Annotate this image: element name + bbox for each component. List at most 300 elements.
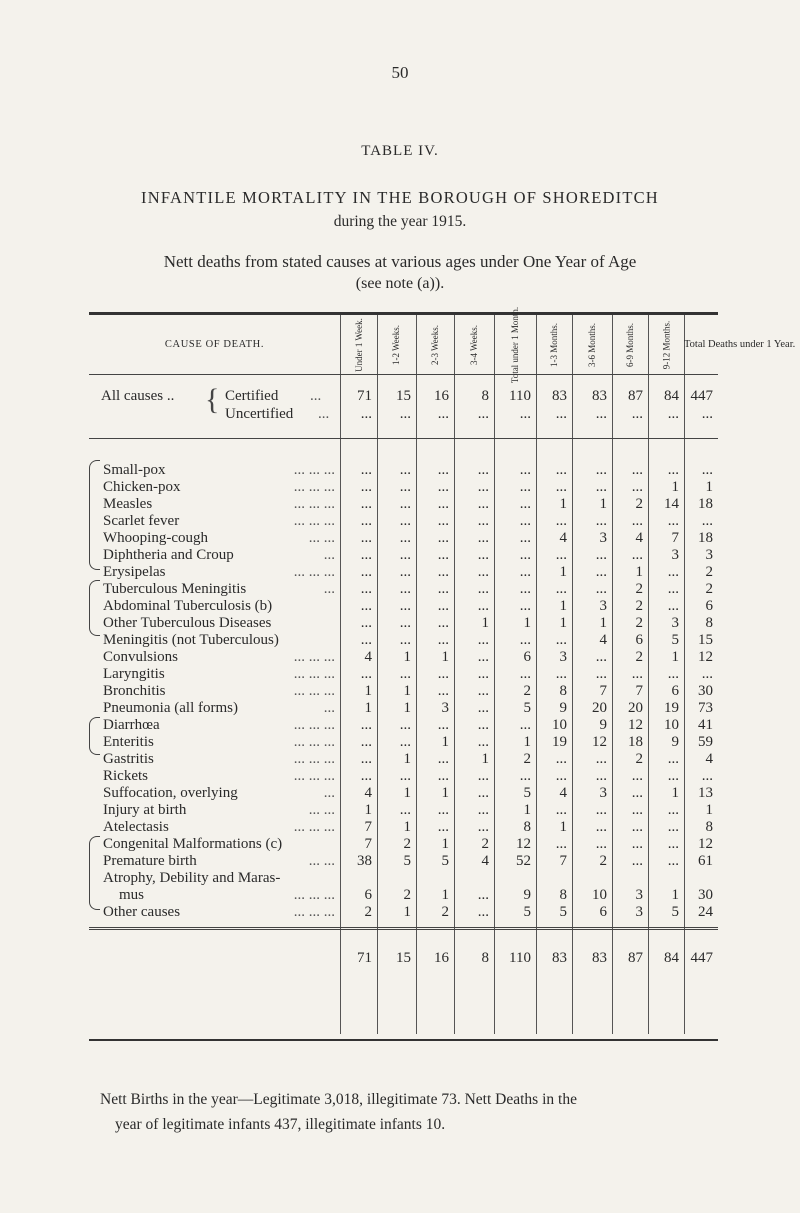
cell-c10: 3 [705, 547, 713, 563]
cell-c1: 71 [357, 388, 372, 404]
cell-c7: 20 [592, 700, 607, 716]
row-label: Tuberculous Meningitis [103, 581, 247, 597]
cell-c7: ... [595, 581, 607, 597]
leader-dots: ... ... ... [293, 734, 335, 750]
all-causes-row-label: Certified [225, 388, 279, 404]
cell-c6: ... [555, 547, 567, 563]
cell-c8: 2 [635, 598, 643, 614]
cell-c10: 12 [698, 836, 713, 852]
body-rule [89, 927, 718, 928]
leader-dots: ... ... ... [293, 479, 335, 495]
row-label: Other causes [103, 904, 181, 920]
cell-c6: 9 [559, 700, 567, 716]
cell-c6: ... [555, 802, 567, 818]
cell-c3: 1 [441, 887, 449, 903]
footer-line-1: Nett Births in the year—Legitimate 3,018, illegitimate 73. Nett Deaths in the [100, 1091, 577, 1108]
cell-c6: ... [555, 581, 567, 597]
header-text: 1-2 Weeks. [391, 324, 402, 366]
table-row [0, 649, 800, 666]
cell-c4: ... [477, 904, 489, 920]
cell-c9: 3 [671, 615, 679, 631]
row-label: Diphtheria and Croup [103, 547, 234, 563]
table-row [0, 564, 800, 581]
header-cause: CAUSE OF DEATH. [164, 339, 265, 350]
cell-c9: 1 [671, 887, 679, 903]
row-label: Rickets [103, 768, 148, 784]
brace-all-causes: { [205, 383, 220, 416]
cell-c3: ... [437, 683, 449, 699]
row-label: Convulsions [103, 649, 179, 665]
cell-c10: 12 [698, 649, 713, 665]
cell-c6: 1 [559, 496, 567, 512]
cell-c1: 71 [357, 950, 372, 966]
table-label: TABLE IV. [361, 143, 439, 159]
cell-c8: ... [631, 768, 643, 784]
page-number: 50 [391, 63, 409, 82]
cell-c3: 5 [441, 853, 449, 869]
cell-c8: ... [631, 406, 643, 422]
cell-c7: ... [595, 666, 607, 682]
table-row [0, 496, 800, 513]
brace-infectious [89, 460, 100, 570]
cell-c8: 87 [628, 388, 643, 404]
table-row [0, 547, 800, 564]
cell-c1: 1 [364, 700, 372, 716]
cell-c7: 83 [592, 388, 607, 404]
cell-c3: ... [437, 717, 449, 733]
cell-c9: ... [667, 819, 679, 835]
row-label: Whooping-cough [103, 530, 208, 546]
header-c6 [536, 318, 572, 372]
cell-c1: ... [360, 496, 372, 512]
cell-c9: 5 [671, 904, 679, 920]
cell-c9: 14 [664, 496, 679, 512]
table-row [0, 683, 800, 700]
cell-c10: ... [701, 406, 713, 422]
cell-c3: ... [437, 581, 449, 597]
cell-c7: 3 [599, 785, 607, 801]
cell-c2: ... [399, 734, 411, 750]
cell-c8: ... [631, 479, 643, 495]
cell-c7: 1 [599, 496, 607, 512]
cell-c4: ... [477, 496, 489, 512]
table-row [0, 768, 800, 785]
cell-c1: ... [360, 581, 372, 597]
cell-c1: 7 [364, 819, 372, 835]
cell-c1: 2 [364, 904, 372, 920]
cell-c2: 1 [403, 751, 411, 767]
cell-c7: 3 [599, 598, 607, 614]
cell-c4: ... [477, 513, 489, 529]
cell-c5: 1 [523, 802, 531, 818]
cell-c10: 61 [698, 853, 713, 869]
cell-c4: ... [477, 700, 489, 716]
cell-c2: ... [399, 564, 411, 580]
leader-dots: ... [323, 581, 335, 597]
leader-dots: ... ... ... [293, 717, 335, 733]
row-label: Pneumonia (all forms) [103, 700, 238, 716]
cell-c5: ... [519, 666, 531, 682]
row-label: Suffocation, overlying [103, 785, 238, 801]
cell-c3: 16 [434, 950, 449, 966]
cell-c4: ... [477, 819, 489, 835]
cell-c2: 1 [403, 819, 411, 835]
header-text: 9-12 Months. [661, 320, 672, 370]
cell-c3: ... [437, 802, 449, 818]
cell-c1: 1 [364, 802, 372, 818]
cell-c1: ... [360, 479, 372, 495]
cell-c8: ... [631, 836, 643, 852]
cell-c1: ... [360, 734, 372, 750]
cell-c6: ... [555, 406, 567, 422]
cell-c5: ... [519, 717, 531, 733]
cell-c5: ... [519, 406, 531, 422]
row-label: Scarlet fever [103, 513, 180, 529]
cell-c4: ... [477, 598, 489, 614]
cell-c6: ... [555, 479, 567, 495]
cell-c7: 6 [599, 904, 607, 920]
all-causes-rule [89, 438, 718, 439]
leader-dots: ... ... ... [293, 496, 335, 512]
row-label: Erysipelas [103, 564, 166, 580]
cell-c5: 5 [523, 785, 531, 801]
row-label: Diarrhœa [103, 717, 160, 733]
table-row [0, 700, 800, 717]
cell-c5: ... [519, 598, 531, 614]
table-subheading: during the year 1915. [333, 213, 467, 230]
cell-c5: ... [519, 479, 531, 495]
cell-c6: 19 [552, 734, 567, 750]
cell-c1: ... [360, 666, 372, 682]
cell-c4: 8 [481, 388, 489, 404]
leader-dots: ... ... [308, 530, 335, 546]
cell-c10: 447 [690, 950, 713, 966]
table-row [0, 717, 800, 734]
cell-c8: 7 [635, 683, 643, 699]
cell-c2: ... [399, 717, 411, 733]
cell-c4: ... [477, 632, 489, 648]
cell-c6: ... [555, 513, 567, 529]
cell-c9: 5 [671, 632, 679, 648]
cell-c3: 1 [441, 836, 449, 852]
cell-c4: ... [477, 547, 489, 563]
cell-c3: 1 [441, 734, 449, 750]
cell-c2: 1 [403, 785, 411, 801]
leader-dots: ... ... ... [293, 462, 335, 478]
cell-c5: ... [519, 632, 531, 648]
cell-c7: ... [595, 547, 607, 563]
table-row [0, 513, 800, 530]
cell-c7: ... [595, 751, 607, 767]
header-c3 [416, 318, 454, 372]
cell-c2: 1 [403, 904, 411, 920]
cell-c10: 18 [698, 530, 713, 546]
row-label: mus [119, 887, 145, 903]
cell-c8: 3 [635, 904, 643, 920]
header-text: 3-4 Weeks. [469, 324, 480, 366]
cell-c5: 110 [509, 950, 531, 966]
all-causes-row-label: Uncertified [225, 406, 294, 422]
cell-c8: 3 [635, 887, 643, 903]
table-row [0, 615, 800, 632]
table-row [0, 530, 800, 547]
cell-c5: ... [519, 530, 531, 546]
leader-dots: ... ... ... [293, 666, 335, 682]
cell-c9: 84 [664, 388, 679, 404]
cell-c9: ... [667, 751, 679, 767]
leader-dots: ... ... ... [293, 904, 335, 920]
cell-c10: 13 [698, 785, 713, 801]
row-label: Premature birth [103, 853, 197, 869]
table-row [0, 666, 800, 683]
cell-c9: 1 [671, 785, 679, 801]
cell-c5: 9 [523, 887, 531, 903]
cell-c3: ... [437, 462, 449, 478]
cell-c10: 4 [705, 751, 713, 767]
brace-developmental [89, 836, 100, 910]
cell-c6: 1 [559, 598, 567, 614]
row-label: Atrophy, Debility and Maras- [103, 870, 281, 886]
cell-c6: ... [555, 666, 567, 682]
cell-c4: 8 [481, 950, 489, 966]
cell-c4: 1 [481, 615, 489, 631]
header-c1 [340, 318, 377, 372]
cell-c8: ... [631, 819, 643, 835]
cell-c1: 4 [364, 785, 372, 801]
cell-c10: 24 [698, 904, 713, 920]
table-row [0, 751, 800, 768]
leader-dots: ... ... ... [293, 649, 335, 665]
cell-c2: ... [399, 802, 411, 818]
all-causes-row [0, 406, 800, 423]
header-text: Under 1 Week. [353, 318, 364, 372]
header-c5 [494, 306, 536, 384]
cell-c7: ... [595, 819, 607, 835]
header-rule [89, 374, 718, 375]
cell-c1: ... [360, 513, 372, 529]
row-label: Enteritis [103, 734, 154, 750]
cell-c4: ... [477, 462, 489, 478]
cell-c5: 2 [523, 751, 531, 767]
table-heading: INFANTILE MORTALITY IN THE BOROUGH OF SHOREDITCH [141, 188, 659, 207]
leader-dots: ... ... ... [293, 683, 335, 699]
cell-c8: ... [631, 547, 643, 563]
cell-c1: ... [360, 530, 372, 546]
cell-c5: 12 [516, 836, 531, 852]
cell-c1: ... [360, 564, 372, 580]
leader-dots: ... ... ... [293, 513, 335, 529]
cell-c2: ... [399, 615, 411, 631]
header-c8 [612, 318, 648, 372]
cell-c6: 1 [559, 819, 567, 835]
cell-c2: 2 [403, 887, 411, 903]
all-causes-row [0, 388, 800, 405]
cell-c7: 83 [592, 950, 607, 966]
row-label: Gastritis [103, 751, 154, 767]
cell-c7: ... [595, 768, 607, 784]
cell-c10: 6 [705, 598, 713, 614]
cell-c8: ... [631, 462, 643, 478]
cell-c2: 15 [396, 950, 411, 966]
cell-c3: ... [437, 768, 449, 784]
cell-c1: 4 [364, 649, 372, 665]
cell-c8: ... [631, 802, 643, 818]
leader-dots: ... ... ... [293, 564, 335, 580]
cell-c7: 12 [592, 734, 607, 750]
cell-c5: ... [519, 496, 531, 512]
cell-c4: 2 [481, 836, 489, 852]
cell-c7: ... [595, 462, 607, 478]
cell-c4: ... [477, 717, 489, 733]
cell-c8: 2 [635, 496, 643, 512]
table-row [0, 853, 800, 870]
cell-c1: 6 [364, 887, 372, 903]
cell-c9: 1 [671, 479, 679, 495]
cell-c9: ... [667, 768, 679, 784]
cell-c10: 1 [705, 802, 713, 818]
row-label: Small-pox [103, 462, 166, 478]
cell-c1: ... [360, 615, 372, 631]
cell-c6: 83 [552, 950, 567, 966]
cell-c6: 8 [559, 683, 567, 699]
leader-dots: ... [323, 700, 335, 716]
table-row [0, 632, 800, 649]
cell-c3: ... [437, 547, 449, 563]
leader-dots: ... [310, 388, 322, 404]
table-row [0, 734, 800, 751]
header-text: 3-6 Months. [587, 322, 598, 368]
row-label: Congenital Malformations (c) [103, 836, 283, 852]
cell-c9: ... [667, 666, 679, 682]
cell-c3: 16 [434, 388, 449, 404]
cell-c1: ... [360, 768, 372, 784]
cell-c1: 1 [364, 683, 372, 699]
cell-c10: 30 [698, 683, 713, 699]
cell-c8: 2 [635, 649, 643, 665]
row-label: Laryngitis [103, 666, 165, 682]
cell-c10: ... [701, 462, 713, 478]
cell-c6: ... [555, 751, 567, 767]
leader-dots: ... ... ... [293, 751, 335, 767]
cell-c8: ... [631, 666, 643, 682]
cell-c7: ... [595, 836, 607, 852]
cell-c6: 10 [552, 717, 567, 733]
cell-c1: ... [360, 717, 372, 733]
cell-c7: 2 [599, 853, 607, 869]
leader-dots: ... [323, 785, 335, 801]
cell-c1: ... [360, 547, 372, 563]
cell-c9: 7 [671, 530, 679, 546]
table-row [0, 581, 800, 598]
cell-c7: ... [595, 649, 607, 665]
cell-c7: 3 [599, 530, 607, 546]
cell-c8: ... [631, 853, 643, 869]
row-label: Measles [103, 496, 153, 512]
cell-c3: ... [437, 513, 449, 529]
header-text: 2-3 Weeks. [430, 324, 441, 366]
cell-c2: ... [399, 666, 411, 682]
cell-c6: ... [555, 632, 567, 648]
cell-c1: ... [360, 598, 372, 614]
cell-c2: ... [399, 547, 411, 563]
cell-c2: ... [399, 581, 411, 597]
cell-c5: ... [519, 547, 531, 563]
header-c2 [377, 318, 416, 372]
table-row [0, 785, 800, 802]
cell-c2: ... [399, 406, 411, 422]
cell-c5: ... [519, 564, 531, 580]
cell-c4: ... [477, 887, 489, 903]
leader-dots: ... ... [308, 853, 335, 869]
row-label: Bronchitis [103, 683, 166, 699]
cell-c4: ... [477, 802, 489, 818]
cell-c4: ... [477, 666, 489, 682]
cell-c4: 1 [481, 751, 489, 767]
cell-c3: ... [437, 598, 449, 614]
cell-c7: ... [595, 406, 607, 422]
cell-c3: ... [437, 819, 449, 835]
cell-c3: ... [437, 564, 449, 580]
cell-c4: ... [477, 734, 489, 750]
cell-c3: 2 [441, 904, 449, 920]
cell-c6: ... [555, 836, 567, 852]
cell-c4: ... [477, 530, 489, 546]
cell-c9: 10 [664, 717, 679, 733]
cell-c8: 12 [628, 717, 643, 733]
cell-c3: ... [437, 751, 449, 767]
cell-c6: 1 [559, 615, 567, 631]
cell-c3: ... [437, 632, 449, 648]
cell-c2: ... [399, 632, 411, 648]
cell-c10: 8 [705, 615, 713, 631]
cell-c6: 5 [559, 904, 567, 920]
cell-c7: 1 [599, 615, 607, 631]
cell-c5: 110 [509, 388, 531, 404]
cell-c10: 30 [698, 887, 713, 903]
cell-c3: ... [437, 496, 449, 512]
header-c7 [572, 318, 612, 372]
table-row [0, 462, 800, 479]
cell-c9: ... [667, 598, 679, 614]
cell-c5: ... [519, 581, 531, 597]
cell-c8: 18 [628, 734, 643, 750]
table-row [0, 819, 800, 836]
cell-c9: ... [667, 581, 679, 597]
brace-diarrhoea [89, 717, 100, 755]
table-row [0, 479, 800, 496]
row-label: Meningitis (not Tuberculous) [103, 632, 279, 648]
cell-c6: 1 [559, 564, 567, 580]
cell-c2: ... [399, 462, 411, 478]
header-text: 1-3 Months. [549, 322, 560, 368]
cell-c10: 2 [705, 564, 713, 580]
row-label: Chicken-pox [103, 479, 181, 495]
cell-c3: 3 [441, 700, 449, 716]
cell-c10: ... [701, 513, 713, 529]
cell-c1: ... [360, 462, 372, 478]
cell-c4: ... [477, 768, 489, 784]
cell-c4: ... [477, 564, 489, 580]
cell-c4: ... [477, 406, 489, 422]
cell-c6: 8 [559, 887, 567, 903]
cell-c9: ... [667, 564, 679, 580]
cell-c1: ... [360, 632, 372, 648]
cell-c8: ... [631, 513, 643, 529]
leader-dots: ... ... ... [293, 887, 335, 903]
cell-c2: 1 [403, 700, 411, 716]
leader-dots: ... ... ... [293, 819, 335, 835]
cell-c10: 59 [698, 734, 713, 750]
